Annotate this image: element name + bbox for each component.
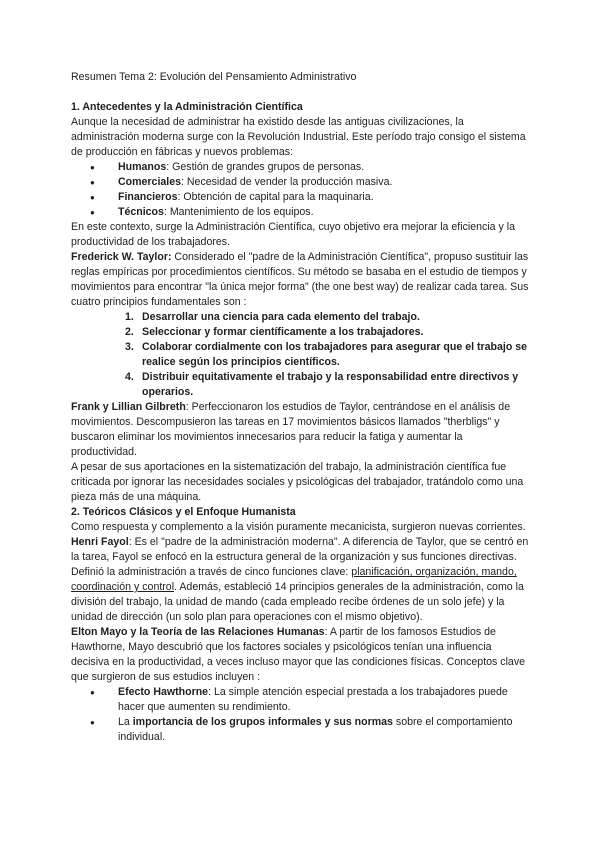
fayol-paragraph bbox=[71, 535, 531, 625]
fayol-functions: planificación, organización, mando, coordinación y control bbox=[71, 566, 517, 593]
list-item-text: Colaborar cordialmente con los trabajadores para asegurar que el trabajo se realice según los principios científicos. bbox=[142, 341, 528, 368]
fayol-name: Henri Fayol bbox=[71, 536, 129, 548]
taylor-paragraph bbox=[71, 250, 531, 310]
list-item bbox=[71, 370, 531, 400]
gilbreth-paragraph bbox=[71, 400, 531, 460]
list-item-text: : Necesidad de vender la producción masiva. bbox=[181, 176, 393, 188]
list-number: 1. bbox=[125, 311, 134, 323]
concepts-list bbox=[71, 685, 531, 745]
list-item bbox=[71, 205, 531, 220]
list-item-term: Humanos bbox=[118, 161, 167, 173]
list-item-text: sobre el comportamiento individual. bbox=[118, 716, 513, 743]
mayo-name: Elton Mayo y la Teoría de las Relaciones Humanas bbox=[71, 626, 325, 638]
section-2-intro: Como respuesta y complemento a la visión puramente mecanicista, surgieron nuevas corrientes. bbox=[71, 521, 526, 533]
list-item-term: Técnicos bbox=[118, 206, 164, 218]
section-2-heading: 2. Teóricos Clásicos y el Enfoque Humanista bbox=[71, 506, 296, 518]
taylor-name: Frederick W. Taylor: bbox=[71, 251, 172, 263]
list-number: 4. bbox=[125, 371, 134, 383]
list-item-text: Desarrollar una ciencia para cada elemento del trabajo. bbox=[142, 311, 420, 323]
list-item bbox=[71, 685, 531, 715]
list-item-text: : Mantenimiento de los equipos. bbox=[163, 206, 314, 218]
context-paragraph: En este contexto, surge la Administración Científica, cuyo objetivo era mejorar la eficiencia y la productividad de los trabajadores. bbox=[71, 221, 515, 248]
list-item bbox=[71, 340, 531, 370]
list-item-text: Distribuir equitativamente el trabajo y la responsabilidad entre directivos y operarios. bbox=[142, 371, 519, 398]
taylor-text: Considerado el "padre de la Administración Científica", propuso sustituir las reglas empíricas por procedimientos científicos. Su método se basaba en el estudio de tiempos y movimientos para encontrar "la única mejor forma" (the one best way) de realizar cada tarea. Sus cuatro principios fundamentales son : bbox=[71, 251, 529, 308]
list-item-text: : Gestión de grandes grupos de personas. bbox=[166, 161, 365, 173]
document-page bbox=[71, 70, 531, 745]
list-item-text: : La simple atención especial prestada a los trabajadores puede hacer que aumenten su rendimiento. bbox=[118, 686, 508, 713]
list-item-term: Financieros bbox=[118, 191, 178, 203]
list-item bbox=[71, 325, 531, 340]
section-1-heading: 1. Antecedentes y la Administración Científica bbox=[71, 101, 303, 113]
section-1-intro: Aunque la necesidad de administrar ha existido desde las antiguas civilizaciones, la administración moderna surge con la Revolución Industrial. Este período trajo consigo el sistema de producción en fábricas y nuevos problemas: bbox=[71, 116, 526, 158]
list-item bbox=[71, 715, 531, 745]
list-number: 3. bbox=[125, 341, 134, 353]
list-number: 2. bbox=[125, 326, 134, 338]
list-item bbox=[71, 310, 531, 325]
list-item-term: importancia de los grupos informales y sus normas bbox=[132, 716, 393, 728]
list-item bbox=[71, 175, 531, 190]
principles-list bbox=[71, 310, 531, 400]
mayo-text: : A partir de los famosos Estudios de Hawthorne, Mayo descubrió que los factores sociales y psicológicos tenían una influencia decisiva en la productividad, a veces incluso mayor que las condiciones físicas. Conceptos clave que surgieron de sus estudios incluyen : bbox=[71, 626, 526, 683]
list-item-term: Comerciales bbox=[118, 176, 182, 188]
document-title: Resumen Tema 2: Evolución del Pensamiento Administrativo bbox=[71, 71, 357, 83]
fayol-text: : Es el "padre de la administración moderna". A diferencia de Taylor, que se centró en la tarea, Fayol se enfocó en la estructura general de la organización y sus funciones directivas. Definió la administración a través de cinco funciones clave: bbox=[71, 536, 529, 578]
list-item bbox=[71, 190, 531, 205]
list-item bbox=[71, 160, 531, 175]
list-item-term: Efecto Hawthorne bbox=[118, 686, 209, 698]
mayo-paragraph bbox=[71, 625, 531, 685]
list-item-text: Seleccionar y formar científicamente a los trabajadores. bbox=[142, 326, 424, 338]
list-item-text: : Obtención de capital para la maquinaria. bbox=[177, 191, 374, 203]
fayol-text-continued: . Además, estableció 14 principios generales de la administración, como la división del trabajo, la unidad de mando (cada empleado recibe órdenes de un solo jefe) y la unidad de dirección (un solo plan para operaciones con el mismo objetivo). bbox=[71, 581, 524, 623]
gilbreth-name: Frank y Lillian Gilbreth bbox=[71, 401, 186, 413]
critique-paragraph: A pesar de sus aportaciones en la sistematización del trabajo, la administración científica fue criticada por ignorar las necesidades sociales y psicológicas del trabajador, tratándolo como una pieza más de una máquina. bbox=[71, 461, 524, 503]
problems-list bbox=[71, 160, 531, 220]
list-item-prefix: La bbox=[118, 716, 133, 728]
gilbreth-text: : Perfeccionaron los estudios de Taylor, centrándose en el análisis de movimientos. Descompusieron las tareas en 17 movimientos básicos llamados "therbligs" y buscaron eliminar los movimientos innecesarios para reducir la fatiga y aumentar la productividad. bbox=[71, 401, 511, 458]
